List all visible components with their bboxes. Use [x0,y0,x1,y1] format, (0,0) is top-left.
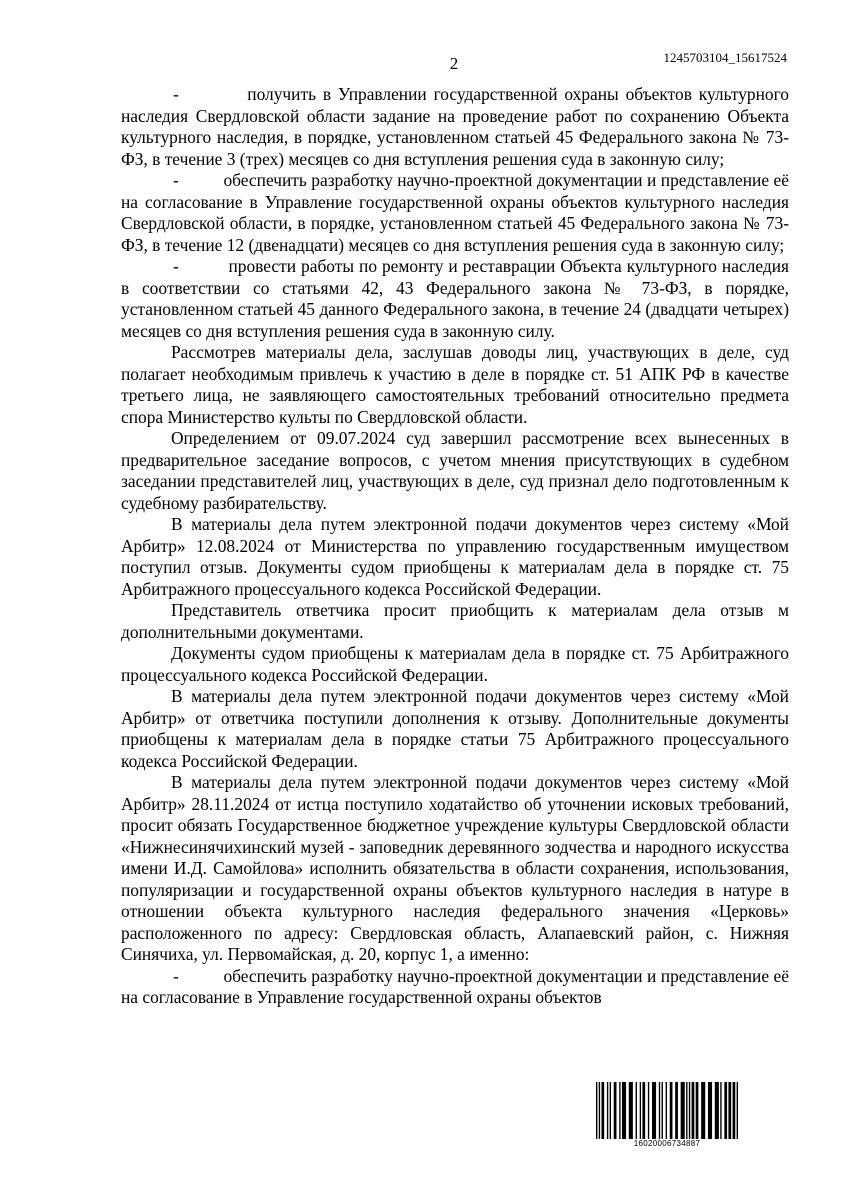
barcode-bar [614,1082,617,1139]
barcode-bar [666,1082,667,1139]
paragraph-documents-attached: Документы судом приобщены к материалам дела в порядке ст. 75 Арбитражного процессуального кодекса Российской Федерации. [121,643,789,685]
paragraph-ministry-response: В материалы дела путем электронной подачи документов через систему «Мой Арбитр» 12.08.2024 от Министерства по управлению государственным имуществом поступил отзыв. Документы судом приобщены к материалам дела в порядке ст. 75 Арбитражного процессуального кодекса Российской Федерации. [121,514,789,599]
barcode-bar [599,1082,600,1139]
barcode-bar [724,1082,727,1139]
barcode-bar [619,1082,620,1139]
document-body [121,84,789,1009]
barcode-bar [648,1082,649,1139]
barcode-bar [689,1082,690,1139]
barcode-bar [607,1082,608,1139]
barcode-bar [701,1082,705,1139]
barcode-bar [728,1082,731,1139]
paragraph-bullet-restoration: - провести работы по ремонту и реставрации Объекта культурного наследия в соответствии со статьями 42, 43 Федерального закона № 73-ФЗ, в порядке, установленном статьей 45 данного Федерального закона, в течение 24 (двадцати четырех) месяцев со дня вступления решения суда в законную силу. [121,256,789,341]
barcode-bar [696,1082,699,1139]
barcode-bar [675,1082,678,1139]
barcode-bar [642,1082,645,1139]
barcode-bar [681,1082,685,1139]
barcode-bar [652,1082,656,1139]
page-number: 2 [449,54,459,73]
barcode-bar [622,1082,626,1139]
barcode-bar [733,1082,736,1139]
barcode-bar [720,1082,721,1139]
barcode-bar [662,1082,663,1139]
barcode-number: 16020006734887 [633,1139,701,1148]
barcode-bar [670,1082,673,1139]
barcode-bar [692,1082,695,1139]
barcode-bar [601,1082,604,1139]
paragraph-ruling: Определением от 09.07.2024 суд завершил рассмотрение всех вынесенных в предварительное заседание вопросов, с учетом мнения присутствующих в судебном заседании представителей лиц, участвующих в деле, суд признал дело подготовленным к судебному разбирательству. [121,428,789,513]
barcode-bar [636,1082,637,1139]
paragraph-claim-clarification: В материалы дела путем электронной подачи документов через систему «Мой Арбитр» 28.11.2024 от истца поступило ходатайство об уточнении исковых требований, просит обязать Государственное бюджетное учреждение культуры Свердловской области «Нижнесинячихинский музей - заповедник деревянного зодчества и народного искусства имени И.Д. Самойлова» исполнить обязательства в области сохранения, использования, популяризации и государственной охраны объектов культурного наследия в натуре в отношении объекта культурного наследия федерального значения «Церковь» расположенного по адресу: Свердловская область, Алапаевский район, с. Нижняя Синячиха, ул. Первомайская, д. 20, корпус 1, а именно: [121,772,789,964]
barcode-bars-icon [596,1082,738,1139]
paragraph-third-party: Рассмотрев материалы дела, заслушав доводы лиц, участвующих в деле, суд полагает необходимым привлечь к участию в деле в порядке ст. 51 АПК РФ в качестве третьего лица, не заявляющего самостоятельных требований относительно предмета спора Министерство культы по Свердловской области. [121,342,789,427]
paragraph-bullet-project-docs: - обеспечить разработку научно-проектной документации и представление её на согласование в Управление государственной охраны объектов культурного наследия Свердловской области, в порядке, установленном статьей 45 Федерального закона № 73-ФЗ, в течение 12 (двенадцати) месяцев со дня вступления решения суда в законную силу; [121,170,789,255]
paragraph-bullet-task-assignment: - получить в Управлении государственной охраны объектов культурного наследия Свердловской области задание на проведение работ по сохранению Объекта культурного наследия, в порядке, установленном статьей 45 Федерального закона № 73-ФЗ, в течение 3 (трех) месяцев со дня вступления решения суда в законную силу; [121,84,789,169]
barcode [596,1082,738,1149]
barcode-bar [596,1082,597,1139]
barcode-bar [659,1082,660,1139]
paragraph-defendant-request: Представитель ответчика просит приобщить к материалам дела отзыв м дополнительными документами. [121,600,789,642]
barcode-bar [708,1082,712,1139]
barcode-bar [715,1082,719,1139]
barcode-bar [686,1082,687,1139]
document-id: 1245703104_15617524 [663,50,787,65]
barcode-bar [610,1082,611,1139]
barcode-bar [640,1082,641,1139]
paragraph-defendant-additions: В материалы дела путем электронной подачи документов через систему «Мой Арбитр» от ответчика поступили дополнения к отзыву. Дополнительные документы приобщены к материалам дела в порядке статьи 75 Арбитражного процессуального кодекса Российской Федерации. [121,686,789,771]
paragraph-bullet-project-docs-2: - обеспечить разработку научно-проектной документации и представление её на согласование в Управление государственной охраны объектов [121,965,789,1007]
barcode-bar [629,1082,633,1139]
barcode-bar [737,1082,738,1139]
